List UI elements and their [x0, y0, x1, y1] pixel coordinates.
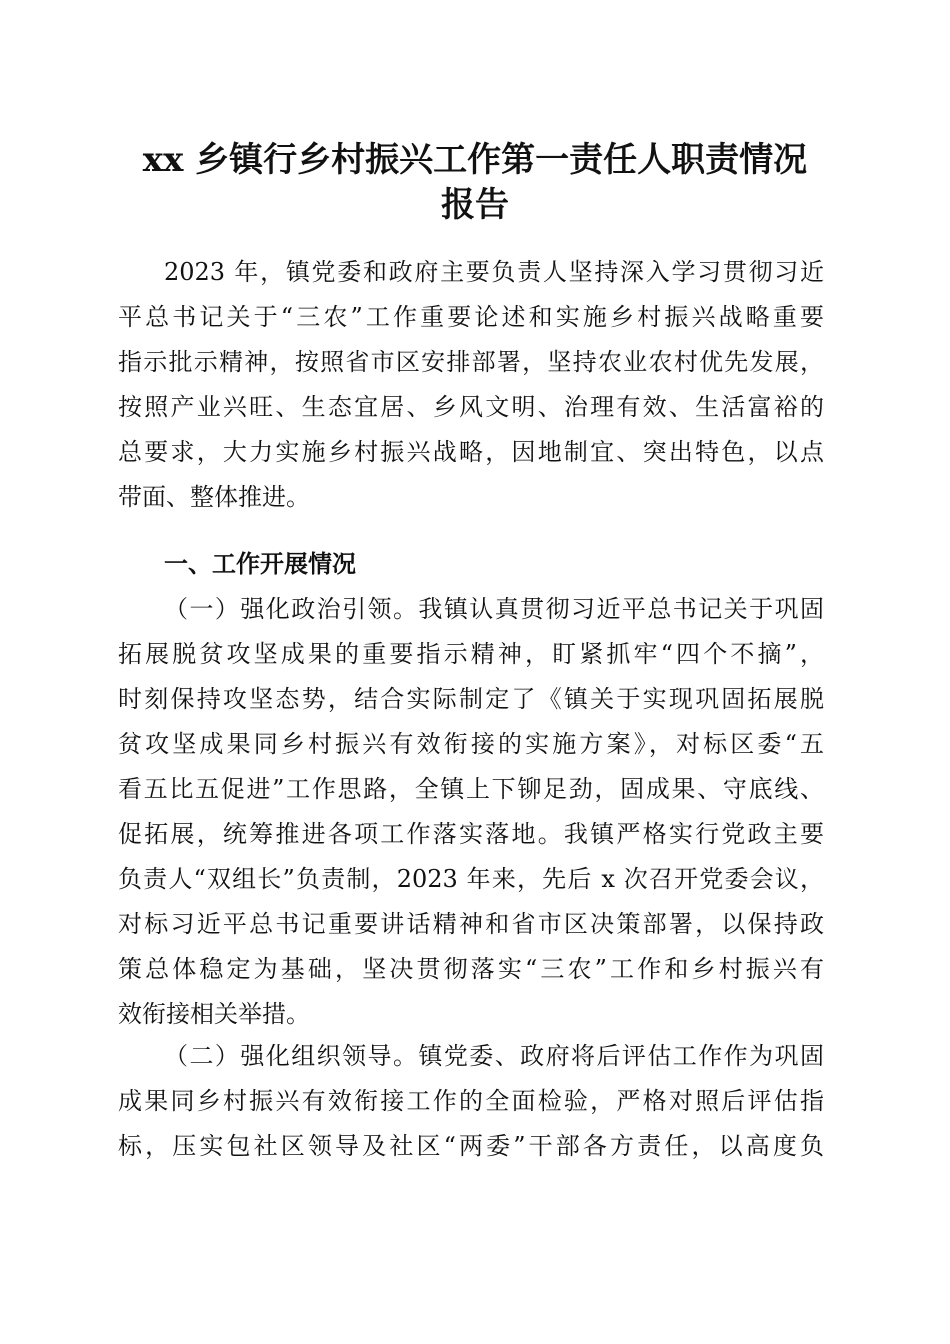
text-line: 按照产业兴旺、生态宜居、乡风文明、治理有效、生活富裕的 — [118, 393, 824, 421]
text-line: 时刻保持攻坚态势，结合实际制定了《镇关于实现巩固拓展脱 — [118, 685, 824, 713]
intro-paragraph — [118, 250, 824, 520]
text-line: 对标习近平总书记重要讲话精神和省市区决策部署，以保持政 — [118, 910, 824, 938]
paragraph-2 — [118, 1034, 824, 1169]
document-title-line-2: 报告 — [441, 185, 509, 225]
paragraph-1 — [118, 587, 824, 1037]
text-line: 负责人“双组长”负责制，2023 年来，先后 x 次召开党委会议， — [118, 865, 824, 893]
text-line: 策总体稳定为基础，坚决贯彻落实“三农”工作和乡村振兴有 — [118, 955, 824, 983]
text-line: 带面、整体推进。 — [118, 483, 310, 511]
text-line: 成果同乡村振兴有效衔接工作的全面检验，严格对照后评估指 — [118, 1087, 824, 1115]
text-line: 促拓展，统筹推进各项工作落实落地。我镇严格实行党政主要 — [118, 820, 824, 848]
text-line: 标，压实包社区领导及社区“两委”干部各方责任，以高度负 — [118, 1132, 824, 1160]
text-line: 指示批示精神，按照省市区安排部署，坚持农业农村优先发展， — [118, 348, 824, 376]
section-1-heading: 一、工作开展情况 — [164, 550, 356, 578]
text-line: 效衔接相关举措。 — [118, 1000, 310, 1028]
text-line: 拓展脱贫攻坚成果的重要指示精神，盯紧抓牢“四个不摘”， — [118, 640, 824, 668]
text-line: 贫攻坚成果同乡村振兴有效衔接的实施方案》，对标区委“五 — [118, 730, 824, 758]
text-line: 看五比五促进”工作思路，全镇上下铆足劲，固成果、守底线、 — [118, 775, 824, 803]
text-line: 总要求，大力实施乡村振兴战略，因地制宜、突出特色，以点 — [118, 438, 824, 466]
section-heading — [118, 542, 824, 587]
text-line: 平总书记关于“三农”工作重要论述和实施乡村振兴战略重要 — [118, 303, 824, 331]
document-title-line-1: xx 乡镇行乡村振兴工作第一责任人职责情况 — [142, 140, 808, 180]
text-line: （一）强化政治引领。我镇认真贯彻习近平总书记关于巩固 — [164, 595, 824, 623]
text-line: （二）强化组织领导。镇党委、政府将后评估工作作为巩固 — [164, 1042, 824, 1070]
text-line: 2023 年，镇党委和政府主要负责人坚持深入学习贯彻习近 — [164, 258, 824, 286]
